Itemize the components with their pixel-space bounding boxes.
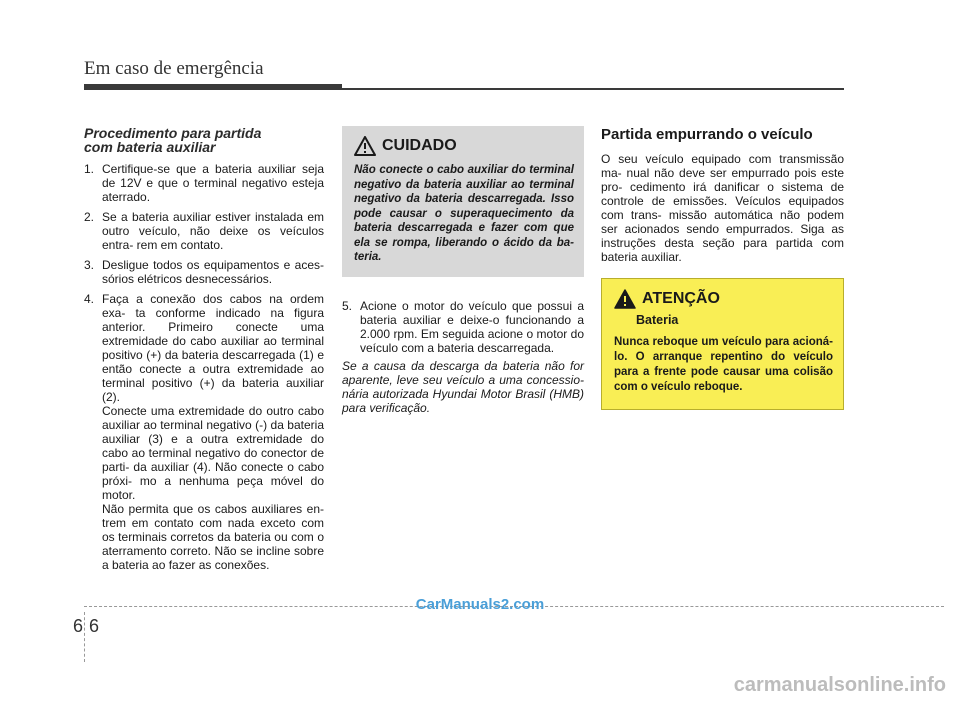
step-text: Certifique-se que a bateria auxiliar seja de 12V e que o terminal negativo esteja aterrado. (102, 162, 324, 204)
jump-start-steps (84, 162, 324, 572)
step-text: Desligue todos os equipamentos e aces- sórios elétricos desnecessários. (102, 258, 324, 286)
watermark-bottom: carmanualsonline.info (733, 674, 946, 696)
warning-triangle-icon (354, 136, 376, 156)
push-start-title: Partida empurrando o veículo (601, 126, 813, 143)
warning-filled-triangle-icon (614, 289, 636, 309)
step-4 (84, 292, 324, 572)
caution-text: Não conecte o cabo auxiliar do terminal negativo da bateria auxiliar ao terminal negativo da bateria descarregada. Isso pode causar o superaquecimento da bateria descarregada e fazer com que ela se rompa, liberando o ácido da ba- teria. (354, 164, 574, 263)
push-start-paragraph: O seu veículo equipado com transmissão ma- nual não deve ser empurrado pois este pro- cedimento irá danificar o sistema de controle de emissões. Veículos equipados com trans- missão automática não podem ser acionados sendo empurrados. Siga as instruções desta seção para partida com bateria auxiliar. (601, 152, 844, 264)
page-number (73, 616, 100, 637)
jump-start-title-line2: com bateria auxiliar (84, 139, 216, 155)
step-text: Acione o motor do veículo que possui a bateria auxiliar e deixe-o funcionando a 2.000 rpm. Em seguida acione o motor do veículo com a bateria descarregada. (360, 298, 584, 355)
attention-label: ATENÇÃO (642, 290, 720, 307)
header-rule (84, 84, 844, 90)
caution-label: CUIDADO (382, 137, 457, 154)
step-number: 3. (84, 258, 95, 272)
step-1 (84, 162, 324, 204)
step-number: 2. (84, 210, 95, 224)
step-number: 4. (84, 292, 95, 306)
left-column (84, 126, 324, 572)
discharge-note: Se a causa da descarga da bateria não for aparente, leve seu veículo a uma concessio- nária autorizada Hyundai Motor Brasil (HMB) para verificação. (342, 358, 584, 415)
footer-dashed-vertical-rule (84, 612, 85, 662)
attention-box (601, 278, 844, 410)
page-section: 6 (73, 616, 84, 636)
jump-start-title (84, 126, 324, 154)
attention-subtitle: Bateria (636, 313, 679, 327)
jump-start-steps-continued (342, 299, 584, 355)
step-4-continuation-1: Conecte uma extremidade do outro cabo auxiliar ao terminal negativo (-) da bateria auxiliar (3) e a outra extremidade do cabo ao terminal negativo do conector de parti- da auxiliar (4). Não conecte o cabo próxi- mo a nenhuma peça móvel do motor. (102, 404, 324, 502)
step-number: 5. (342, 298, 353, 313)
jump-start-title-line1: Procedimento para partida (84, 125, 262, 141)
header-rule-thick (84, 84, 342, 90)
middle-column (342, 126, 584, 415)
right-column (601, 126, 844, 410)
watermark-center: CarManuals2.com (415, 596, 545, 613)
step-2 (84, 210, 324, 252)
attention-text: Nunca reboque um veículo para acioná- lo. O arranque repentino do veículo para a frente pode causar uma colisão com o veículo reboque. (614, 336, 833, 393)
page-index: 6 (89, 616, 100, 636)
step-5 (342, 299, 584, 355)
step-3 (84, 258, 324, 286)
step-text: Faça a conexão dos cabos na ordem exa- ta conforme indicado na figura anterior. Primeiro conecte uma extremidade do cabo auxiliar ao terminal positivo (+) da bateria descarregada (1) e então conecte a outra extremidade ao terminal positivo (+) da bateria auxiliar (2). (102, 292, 324, 404)
header-title: Em caso de emergência (84, 58, 264, 79)
step-4-continuation-2: Não permita que os cabos auxiliares en- trem em contato com nada exceto com os terminais corretos da bateria ou com o aterramento correto. Não se incline sobre a bateria ao fazer as conexões. (102, 502, 324, 572)
attention-header (614, 289, 833, 309)
header-rule-thin (342, 88, 844, 90)
step-number: 1. (84, 162, 95, 176)
caution-header (354, 136, 574, 156)
caution-box (342, 126, 584, 277)
step-text: Se a bateria auxiliar estiver instalada em outro veículo, não deixe os veículos entra- rem em contato. (102, 210, 324, 252)
